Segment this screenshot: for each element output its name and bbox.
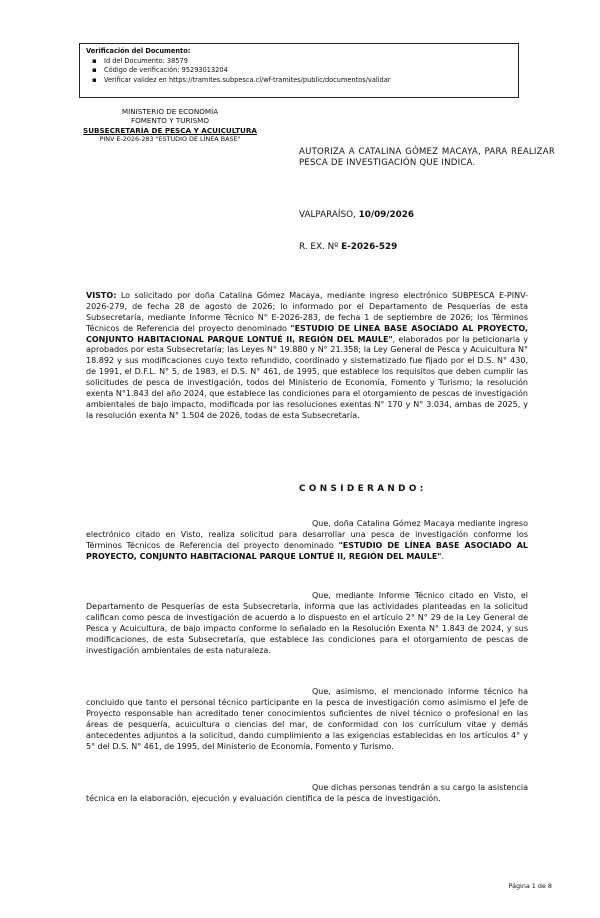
verification-code: ▪ Código de verificación: 95293013204: [104, 66, 512, 76]
visto-text-1: Lo solicitado por doña Catalina Gómez Macaya, mediante ingreso electrónico SUBPESCA E-PINV-2026-279, de fecha 28 de agosto de 2026; lo informado por el Departamento de Pesquerías de esta Subsecretaría, mediante Informe Técnico N° E-2026-283, de fecha 1 de septiembre de 2026; los Términos Técnicos de Referencia del proyecto denominado: [86, 290, 528, 333]
resolution-subject: AUTORIZA A CATALINA GÓMEZ MACAYA, PARA REALIZAR PESCA DE INVESTIGACIÓN QUE INDICA.: [299, 147, 555, 168]
ministry-line-2: FOMENTO Y TURISMO: [130, 116, 210, 126]
page-number: Página 1 de 8: [508, 882, 552, 890]
ministry-line-1: MINISTERIO DE ECONOMÍA: [121, 107, 219, 116]
c1-text-2: .: [441, 551, 444, 561]
verification-link[interactable]: ▪ Verificar validez en https://tramites.subpesca.cl/wf-tramites/public/documentos/validar: [104, 76, 512, 86]
verification-title: Verificación del Documento:: [86, 47, 191, 55]
pinv-reference: PINV E-2026-283 "ESTUDIO DE LÍNEA BASE": [99, 135, 241, 144]
date-value: 10/09/2026: [358, 210, 415, 220]
subsecretaria-name: SUBSECRETARÍA DE PESCA Y ACUICULTURA: [83, 125, 257, 135]
considerando-title: CONSIDERANDO:: [299, 484, 427, 494]
rex-label: R. EX. Nº: [299, 242, 339, 252]
letterhead: [50, 107, 290, 145]
verification-box: [79, 43, 519, 98]
visto-text-2: , elaborados por la peticionaria y aprobados por esta Subsecretaría; las Leyes N° 19.880 y N° 21.358; la Ley General de Pesca y Acuicultura N° 18.892 y sus modificaciones cuyo texto refundido, coordinado y sistematizado fue fijado por el D.S. N° 430, de 1991, el D.F.L. N° 5, de 1983, el D.S. N° 461, de 1995, que establece los requisitos que deben cumplir las solicitudes de pesca de investigación, todos del Ministerio de Economía, Fomento y Turismo; la resolución exenta N°1.843 del año 2024, que establece las condiciones para el otorgamiento de pescas de investigación ambientales de bajo impacto, modificada por las resoluciones exentas N° 170 y N° 3.034, ambas de 2025, y la resolución exenta N° 1.504 de 2026, todas de esta Subsecretaría.: [86, 334, 529, 420]
visto-label: VISTO:: [86, 290, 117, 300]
visto-project: "ESTUDIO DE LÍNEA BASE ASOCIADO AL PROYECTO, CONJUNTO HABITACIONAL PARQUE LONTUÉ II, REGIÓN DEL MAULE": [86, 323, 528, 344]
c3-text: Que, asimismo, el mencionado informe técnico ha concluido que tanto el personal técnico participante en la pesca de investigación como asimismo el Jefe de Proyecto responsable han acreditado tener conocimientos suficientes de nivel técnico o profesional en las áreas de pesquería, acuicultura o ciencias del mar, de conformidad con los currículum vitae y demás antecedentes adjuntos a la solicitud, dando cumplimiento a las exigencias establecidas en los artículos 4° y 5° del D.S. N° 461, de 1995, del Ministerio de Economía, Fomento y Turismo.: [86, 687, 528, 751]
c1-text-1: Que, doña Catalina Gómez Macaya mediante ingreso electrónico citado en Visto, realiza solicitud para desarrollar una pesca de investigación conforme los Términos Técnicos de Referencia del proyecto denominado: [86, 519, 528, 550]
considerando-1: [86, 519, 528, 563]
place: VALPARAÍSO,: [299, 210, 356, 220]
c4-text: Que dichas personas tendrán a su cargo la asistencia técnica en la elaboración, ejecución y evaluación científica de la pesca de investigación.: [86, 783, 528, 803]
verification-list: [86, 57, 512, 86]
considerando-3: [86, 687, 528, 752]
considerando-2: [86, 591, 528, 656]
resolution-date: [299, 210, 414, 220]
resolution-number: [299, 242, 397, 252]
document-id: ▪ Id del Documento: 38579: [104, 57, 512, 67]
c1-project: "ESTUDIO DE LÍNEA BASE ASOCIADO AL PROYECTO, CONJUNTO HABITACIONAL PARQUE LONTUÉ II, REGIÓN DEL MAULE": [86, 540, 528, 561]
considerando-4: [86, 783, 528, 805]
visto-paragraph: [86, 280, 528, 422]
rex-number: E-2026-529: [341, 242, 398, 252]
c2-text: Que, mediante Informe Técnico citado en Visto, el Departamento de Pesquerías de esta Subsecretaría, informa que las actividades planteadas en la solicitud califican como pesca de investigación de acuerdo a lo dispuesto en el artículo 2° N° 29 de la Ley General de Pesca y Acuicultura, de bajo impacto conforme lo señalado en la Resolución Exenta N° 1.843 de 2024, y sus modificaciones, de esta Subsecretaría, que establece las condiciones para el otorgamiento de pescas de investigación ambientales de esta naturaleza.: [86, 591, 528, 655]
